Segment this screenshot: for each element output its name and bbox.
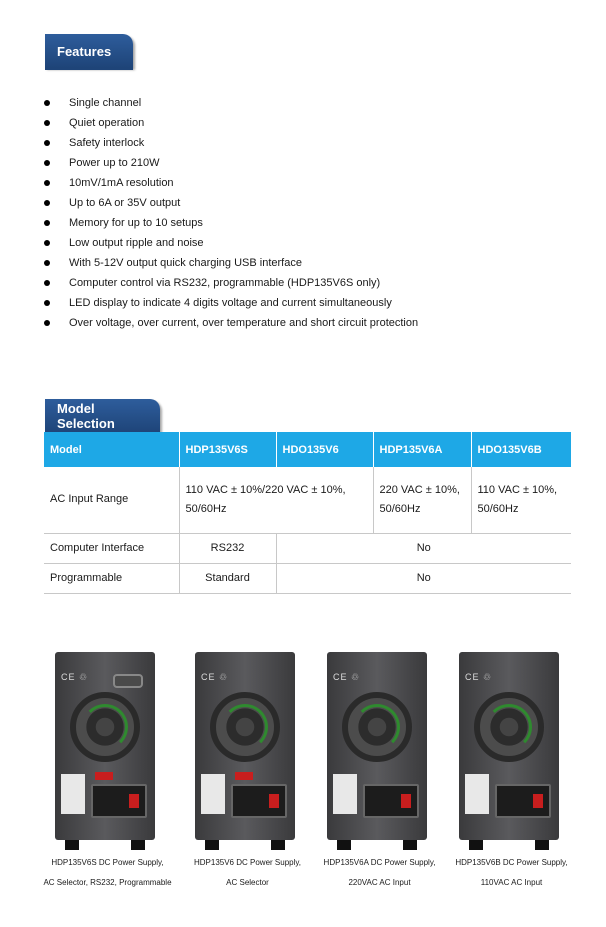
feature-text: Safety interlock [69,137,145,149]
rs232-port-icon [113,674,143,688]
list-item [42,173,582,193]
ac-socket-icon [363,784,419,818]
header-hdp135v6s: HDP135V6S [179,432,276,467]
table-row [44,563,571,593]
bullet-icon [44,260,50,266]
power-supply-rear-image [55,652,155,840]
table-row [44,533,571,563]
feature-text: Up to 6A or 35V output [69,197,181,209]
product-gallery [40,646,580,896]
model-selection-heading [45,399,160,433]
table-header-row [44,432,571,467]
bullet-icon [44,140,50,146]
row-label: Programmable [44,563,179,593]
feature-text: LED display to indicate 4 digits voltage and current simultaneously [69,297,392,309]
row-label: Computer Interface [44,533,179,563]
bullet-icon [44,180,50,186]
feet-icon [65,840,145,850]
list-item [42,273,582,293]
list-item [42,253,582,273]
feature-text: Over voltage, over current, over temperature and short circuit protection [69,317,419,329]
feature-text: Quiet operation [69,117,145,129]
bullet-icon [44,300,50,306]
cell-line: 110 VAC ± 10%/220 VAC ± 10%, [185,483,346,496]
product-caption-line1: HDP135V6B DC Power Supply, [455,858,568,867]
computer-interface-v6s: RS232 [179,533,276,563]
list-item [42,153,582,173]
feature-text: Computer control via RS232, programmable (HDP135V6S only) [69,277,381,289]
ac-socket-icon [495,784,551,818]
fan-grille-icon [342,692,412,762]
ac-socket-icon [91,784,147,818]
fan-grille-icon [474,692,544,762]
bullet-icon [44,220,50,226]
header-hdo135v6: HDO135V6 [276,432,373,467]
cell-line: 220 VAC ± 10%, [379,483,460,496]
model-selection-heading-text: Model Selection [57,401,115,431]
cell-line: 50/60Hz [477,502,519,515]
bullet-icon [44,200,50,206]
feet-icon [205,840,285,850]
product-caption-line1: HDP135V6A DC Power Supply, [323,858,436,867]
feature-text: Memory for up to 10 setups [69,217,203,229]
cell-line: 110 VAC ± 10%, [477,483,558,496]
ac-selector-icon [95,772,113,780]
ac-selector-icon [235,772,253,780]
certification-marks-icon: CE ♲ [333,672,361,682]
header-hdo135v6b: HDO135V6B [471,432,571,467]
certification-marks-icon: CE ♲ [201,672,229,682]
features-heading-text: Features [57,43,112,59]
cell-line: 50/60Hz [379,502,421,515]
product-caption-line1: HDP135V6 DC Power Supply, [193,858,301,867]
header-hdp135v6a: HDP135V6A [373,432,471,467]
list-item [42,213,582,233]
feature-text: Power up to 210W [69,157,160,169]
ac-socket-icon [231,784,287,818]
list-item [42,313,582,333]
list-item [42,113,582,133]
table-row [44,467,571,533]
product-caption-line2: 110VAC AC Input [480,878,543,887]
list-item [42,233,582,253]
cell-line: 50/60Hz [185,502,227,515]
programmable-others: No [276,563,571,593]
feet-icon [469,840,549,850]
bullet-icon [44,160,50,166]
rating-label-icon [465,774,489,814]
certification-marks-icon: CE ♲ [61,672,89,682]
product-caption-line2: AC Selector [226,878,269,887]
feature-text: 10mV/1mA resolution [69,177,174,189]
rating-label-icon [61,774,85,814]
header-model: Model [44,432,179,467]
features-heading [45,34,133,68]
fan-grille-icon [70,692,140,762]
feet-icon [337,840,417,850]
ac-input-v6s-v6 [179,467,373,533]
bullet-icon [44,120,50,126]
rating-label-icon [333,774,357,814]
computer-interface-others: No [276,533,571,563]
fan-grille-icon [210,692,280,762]
certification-marks-icon: CE ♲ [465,672,493,682]
bullet-icon [44,240,50,246]
row-label: AC Input Range [44,467,179,533]
feature-text: Low output ripple and noise [69,237,204,249]
feature-text: Single channel [69,97,142,109]
bullet-icon [44,100,50,106]
power-supply-rear-image [459,652,559,840]
features-list [42,93,582,333]
list-item [42,193,582,213]
list-item [42,133,582,153]
programmable-v6s: Standard [179,563,276,593]
model-selection-table [44,432,571,594]
rating-label-icon [201,774,225,814]
ac-input-v6b [471,467,571,533]
bullet-icon [44,320,50,326]
power-supply-rear-image [327,652,427,840]
feature-text: With 5-12V output quick charging USB interface [69,257,302,269]
bullet-icon [44,280,50,286]
product-caption-line1: HDP135V6S DC Power Supply, [51,858,164,867]
product-caption-line2: AC Selector, RS232, Programmable [43,878,172,887]
features-heading-rule [45,67,133,70]
product-caption-line2: 220VAC AC Input [348,878,411,887]
list-item [42,93,582,113]
list-item [42,293,582,313]
power-supply-rear-image [195,652,295,840]
ac-input-v6a [373,467,471,533]
